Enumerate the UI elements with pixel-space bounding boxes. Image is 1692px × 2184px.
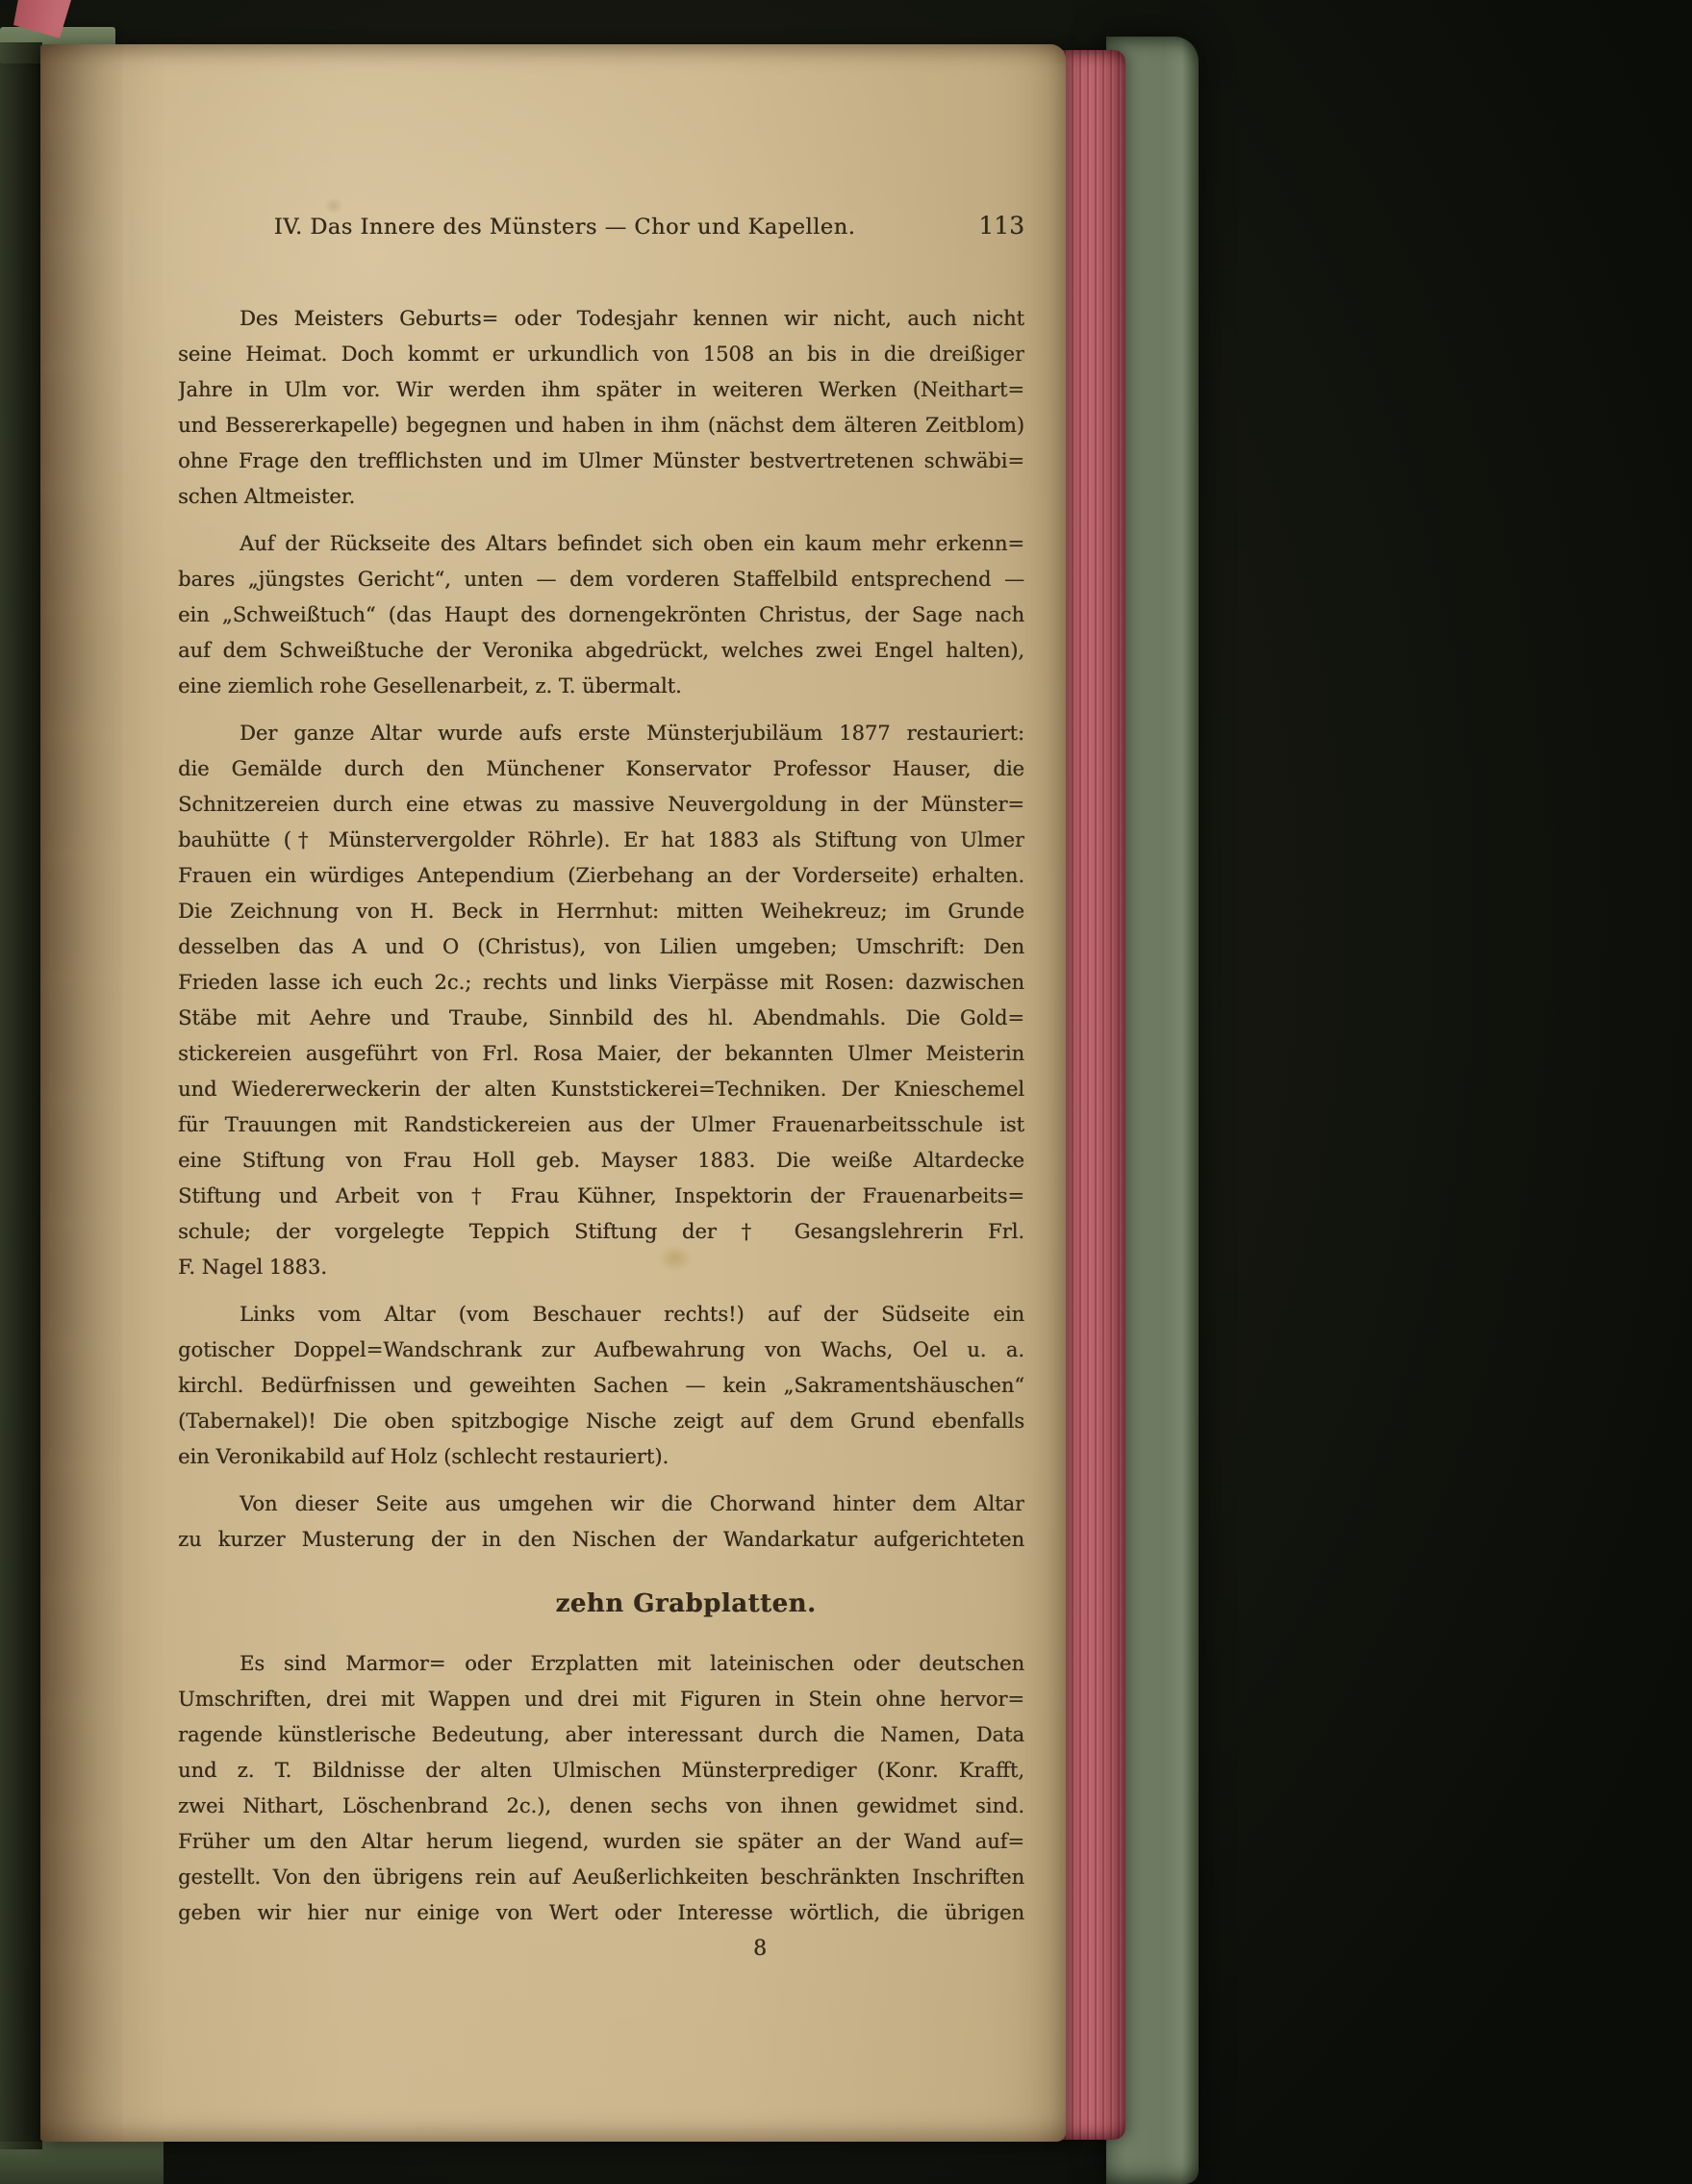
text-column bbox=[178, 44, 1024, 1961]
text-line: Frieden lasse ich euch 2c.; rechts und links Vierpässe mit Rosen: dazwischen bbox=[178, 971, 1024, 994]
text-line: kirchl. Bedürfnissen und geweihten Sachen — kein „Sakramentshäuschen“ bbox=[178, 1374, 1024, 1397]
text-line: bares „jüngstes Gericht“, unten — dem vorderen Staffelbild entsprechend — bbox=[178, 568, 1024, 591]
text-line: Stiftung und Arbeit von † Frau Kühner, Inspektorin der Frauenarbeits= bbox=[178, 1184, 1024, 1207]
section-heading: zehn Grabplatten. bbox=[555, 1589, 817, 1618]
text-line: und Wiedererweckerin der alten Kunststickerei=Techniken. Der Knieschemel bbox=[178, 1078, 1024, 1101]
text-line: zu kurzer Musterung der in den Nischen der Wandarkatur aufgerichteten bbox=[178, 1528, 1024, 1551]
text-line: Umschriften, drei mit Wappen und drei mit Figuren in Stein ohne hervor= bbox=[178, 1688, 1024, 1711]
text-line: bauhütte († Münstervergolder Röhrle). Er hat 1883 als Stiftung von Ulmer bbox=[178, 828, 1024, 851]
paragraph bbox=[178, 1486, 1024, 1558]
text-line: seine Heimat. Doch kommt er urkundlich von 1508 an bis in die dreißiger bbox=[178, 343, 1024, 366]
text-line: (Tabernakel)! Die oben spitzbogige Nische zeigt auf dem Grund ebenfalls bbox=[178, 1409, 1024, 1433]
text-line: stickereien ausgeführt von Frl. Rosa Maier, der bekannten Ulmer Meisterin bbox=[178, 1042, 1024, 1065]
book-page bbox=[40, 44, 1066, 2142]
text-line: Früher um den Altar herum liegend, wurden sie später an der Wand auf= bbox=[178, 1830, 1024, 1853]
text-line: die Gemälde durch den Münchener Konservator Professor Hauser, die bbox=[178, 757, 1024, 780]
text-line: ein „Schweißtuch“ (das Haupt des dornengekrönten Christus, der Sage nach bbox=[178, 603, 1024, 626]
spine-shadow bbox=[0, 42, 42, 2149]
text-line: schule; der vorgelegte Teppich Stiftung der † Gesangslehrerin Frl. bbox=[178, 1220, 1024, 1243]
running-header bbox=[178, 210, 1024, 245]
paragraph bbox=[178, 1297, 1024, 1475]
text-line: und Bessererkapelle) begegnen und haben in ihm (nächst dem älteren Zeitblom) bbox=[178, 414, 1024, 437]
paragraph bbox=[178, 1646, 1024, 1931]
text-line: Stäbe mit Aehre und Traube, Sinnbild des hl. Abendmahls. Die Gold= bbox=[178, 1006, 1024, 1029]
text-line: zwei Nithart, Löschenbrand 2c.), denen sechs von ihnen gewidmet sind. bbox=[178, 1794, 1024, 1817]
text-line: gotischer Doppel=Wandschrank zur Aufbewahrung von Wachs, Oel u. a. bbox=[178, 1338, 1024, 1361]
text-line: auf dem Schweißtuche der Veronika abgedrückt, welches zwei Engel halten), bbox=[178, 639, 1024, 662]
text-line: eine ziemlich rohe Gesellenarbeit, z. T. übermalt. bbox=[178, 674, 682, 698]
text-column-blocks bbox=[178, 301, 1024, 1931]
text-line: Von dieser Seite aus umgehen wir die Chorwand hinter dem Altar bbox=[240, 1492, 1024, 1515]
paragraph bbox=[178, 526, 1024, 704]
paragraph bbox=[178, 301, 1024, 515]
text-line: Der ganze Altar wurde aufs erste Münsterjubiläum 1877 restauriert: bbox=[240, 722, 1024, 745]
text-line: F. Nagel 1883. bbox=[178, 1256, 327, 1279]
text-line: Des Meisters Geburts= oder Todesjahr kennen wir nicht, auch nicht bbox=[240, 307, 1024, 330]
paragraph bbox=[178, 716, 1024, 1285]
text-line: Auf der Rückseite des Altars befindet sich oben ein kaum mehr erkenn= bbox=[240, 532, 1024, 555]
text-line: gestellt. Von den übrigens rein auf Aeußerlichkeiten beschränkten Inschriften bbox=[178, 1866, 1024, 1889]
text-line: eine Stiftung von Frau Holl geb. Mayser 1883. Die weiße Altardecke bbox=[178, 1149, 1024, 1172]
signature-mark: 8 bbox=[753, 1937, 767, 1961]
text-line: desselben das A und O (Christus), von Lilien umgeben; Umschrift: Den bbox=[178, 935, 1024, 958]
text-line: Die Zeichnung von H. Beck in Herrnhut: mitten Weihekreuz; im Grunde bbox=[178, 900, 1024, 923]
text-line: Es sind Marmor= oder Erzplatten mit lateinischen oder deutschen bbox=[240, 1652, 1024, 1675]
header-title: IV. Das Innere des Münsters — Chor und Kapellen. bbox=[273, 215, 856, 240]
text-line: Schnitzereien durch eine etwas zu massive Neuvergoldung in der Münster= bbox=[178, 793, 1024, 816]
text-line: ohne Frage den trefflichsten und im Ulmer Münster bestvertretenen schwäbi= bbox=[178, 449, 1024, 472]
text-line: für Trauungen mit Randstickereien aus der Ulmer Frauenarbeitsschule ist bbox=[178, 1113, 1024, 1136]
text-line: schen Altmeister. bbox=[178, 485, 356, 508]
text-line: Jahre in Ulm vor. Wir werden ihm später in weiteren Werken (Neithart= bbox=[178, 378, 1024, 401]
page-number: 113 bbox=[978, 212, 1024, 240]
text-line: ragende künstlerische Bedeutung, aber interessant durch die Namen, Data bbox=[178, 1723, 1024, 1746]
text-line: Frauen ein würdiges Antependium (Zierbehang an der Vorderseite) erhalten. bbox=[178, 864, 1024, 887]
text-line: und z. T. Bildnisse der alten Ulmischen Münsterprediger (Konr. Krafft, bbox=[178, 1759, 1024, 1782]
text-line: ein Veronikabild auf Holz (schlecht restauriert). bbox=[178, 1445, 669, 1468]
text-line: geben wir hier nur einige von Wert oder Interesse wörtlich, die übrigen bbox=[178, 1901, 1024, 1924]
text-line: Links vom Altar (vom Beschauer rechts!) auf der Südseite ein bbox=[240, 1303, 1024, 1326]
